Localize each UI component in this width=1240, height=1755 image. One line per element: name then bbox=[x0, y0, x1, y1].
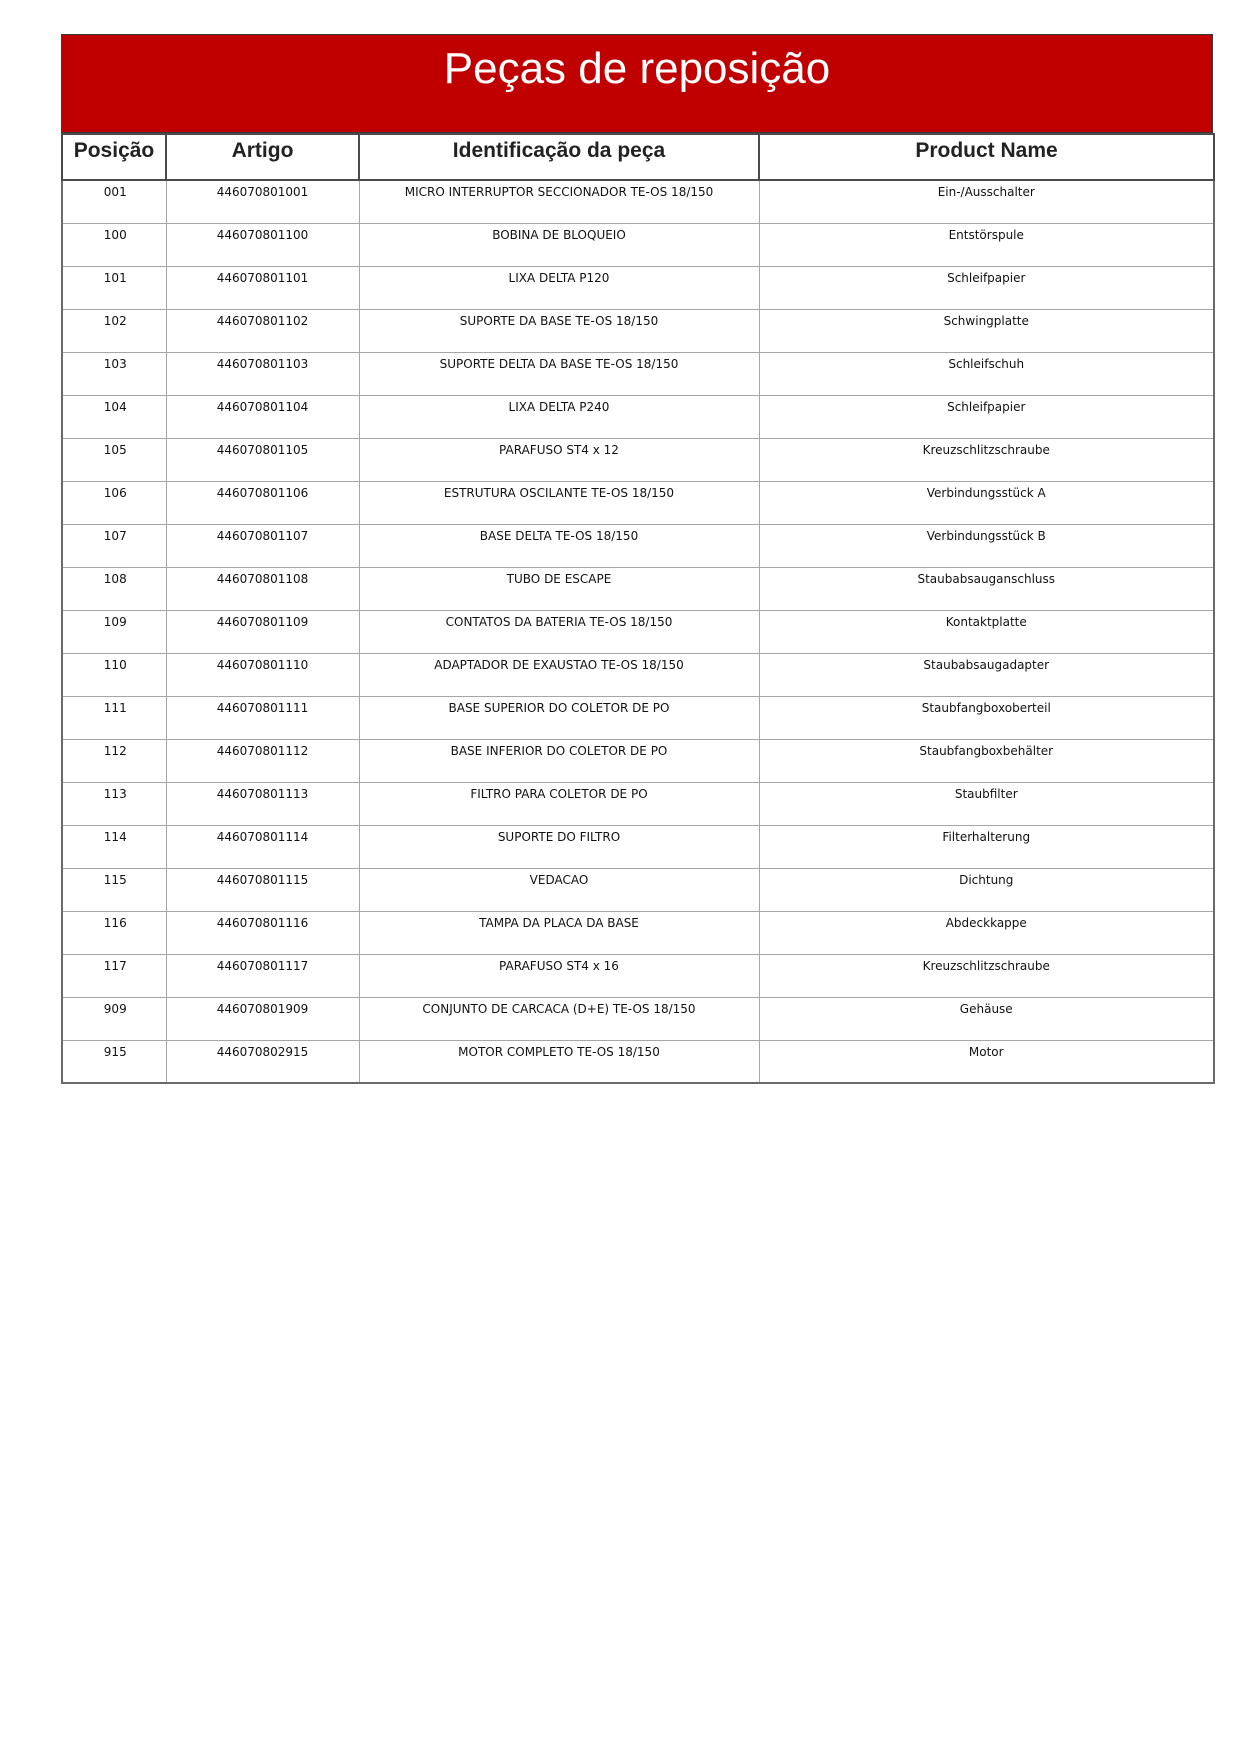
cell-position: 909 bbox=[62, 997, 166, 1040]
cell-product-name: Kreuzschlitzschraube bbox=[759, 438, 1214, 481]
cell-product-name: Ein-/Ausschalter bbox=[759, 180, 1214, 223]
cell-position: 915 bbox=[62, 1040, 166, 1083]
cell-article: 446070801108 bbox=[166, 567, 359, 610]
cell-article: 446070801104 bbox=[166, 395, 359, 438]
cell-product-name: Verbindungsstück B bbox=[759, 524, 1214, 567]
cell-part-identification: TAMPA DA PLACA DA BASE bbox=[359, 911, 759, 954]
cell-position: 001 bbox=[62, 180, 166, 223]
table-row bbox=[62, 567, 1214, 610]
cell-product-name: Schwingplatte bbox=[759, 309, 1214, 352]
column-header-artigo: Artigo bbox=[166, 134, 359, 180]
cell-part-identification: SUPORTE DELTA DA BASE TE-OS 18/150 bbox=[359, 352, 759, 395]
cell-part-identification: ESTRUTURA OSCILANTE TE-OS 18/150 bbox=[359, 481, 759, 524]
cell-product-name: Verbindungsstück A bbox=[759, 481, 1214, 524]
cell-part-identification: MOTOR COMPLETO TE-OS 18/150 bbox=[359, 1040, 759, 1083]
cell-part-identification: LIXA DELTA P240 bbox=[359, 395, 759, 438]
table-row bbox=[62, 696, 1214, 739]
cell-article: 446070801116 bbox=[166, 911, 359, 954]
cell-article: 446070801115 bbox=[166, 868, 359, 911]
table-header-row bbox=[62, 134, 1214, 180]
cell-article: 446070801102 bbox=[166, 309, 359, 352]
cell-position: 103 bbox=[62, 352, 166, 395]
column-header-posicao: Posição bbox=[62, 134, 166, 180]
cell-part-identification: TUBO DE ESCAPE bbox=[359, 567, 759, 610]
cell-product-name: Staubabsauganschluss bbox=[759, 567, 1214, 610]
cell-article: 446070801107 bbox=[166, 524, 359, 567]
cell-article: 446070801117 bbox=[166, 954, 359, 997]
cell-part-identification: SUPORTE DO FILTRO bbox=[359, 825, 759, 868]
table-row bbox=[62, 653, 1214, 696]
cell-article: 446070802915 bbox=[166, 1040, 359, 1083]
cell-product-name: Schleifschuh bbox=[759, 352, 1214, 395]
cell-product-name: Dichtung bbox=[759, 868, 1214, 911]
cell-part-identification: FILTRO PARA COLETOR DE PO bbox=[359, 782, 759, 825]
cell-product-name: Filterhalterung bbox=[759, 825, 1214, 868]
cell-position: 112 bbox=[62, 739, 166, 782]
cell-article: 446070801109 bbox=[166, 610, 359, 653]
table-row bbox=[62, 266, 1214, 309]
cell-product-name: Staubfilter bbox=[759, 782, 1214, 825]
cell-position: 100 bbox=[62, 223, 166, 266]
cell-product-name: Schleifpapier bbox=[759, 395, 1214, 438]
cell-position: 117 bbox=[62, 954, 166, 997]
cell-article: 446070801909 bbox=[166, 997, 359, 1040]
column-header-product-name: Product Name bbox=[759, 134, 1214, 180]
table-row bbox=[62, 782, 1214, 825]
cell-position: 104 bbox=[62, 395, 166, 438]
table-row bbox=[62, 309, 1214, 352]
cell-product-name: Staubabsaugadapter bbox=[759, 653, 1214, 696]
cell-article: 446070801106 bbox=[166, 481, 359, 524]
cell-part-identification: PARAFUSO ST4 x 12 bbox=[359, 438, 759, 481]
cell-part-identification: SUPORTE DA BASE TE-OS 18/150 bbox=[359, 309, 759, 352]
cell-part-identification: CONTATOS DA BATERIA TE-OS 18/150 bbox=[359, 610, 759, 653]
cell-product-name: Motor bbox=[759, 1040, 1214, 1083]
cell-position: 113 bbox=[62, 782, 166, 825]
table-row bbox=[62, 481, 1214, 524]
cell-article: 446070801001 bbox=[166, 180, 359, 223]
cell-article: 446070801103 bbox=[166, 352, 359, 395]
parts-sheet bbox=[61, 34, 1213, 1084]
table-row bbox=[62, 438, 1214, 481]
cell-article: 446070801113 bbox=[166, 782, 359, 825]
cell-article: 446070801110 bbox=[166, 653, 359, 696]
table-row bbox=[62, 868, 1214, 911]
cell-position: 115 bbox=[62, 868, 166, 911]
cell-position: 110 bbox=[62, 653, 166, 696]
cell-position: 108 bbox=[62, 567, 166, 610]
table-row bbox=[62, 954, 1214, 997]
cell-product-name: Staubfangboxoberteil bbox=[759, 696, 1214, 739]
cell-part-identification: BASE SUPERIOR DO COLETOR DE PO bbox=[359, 696, 759, 739]
page-title: Peças de reposição bbox=[61, 34, 1213, 133]
cell-product-name: Gehäuse bbox=[759, 997, 1214, 1040]
cell-position: 116 bbox=[62, 911, 166, 954]
parts-table bbox=[61, 133, 1215, 1084]
table-row bbox=[62, 395, 1214, 438]
table-row bbox=[62, 223, 1214, 266]
cell-position: 111 bbox=[62, 696, 166, 739]
table-row bbox=[62, 825, 1214, 868]
cell-article: 446070801111 bbox=[166, 696, 359, 739]
cell-position: 102 bbox=[62, 309, 166, 352]
cell-position: 107 bbox=[62, 524, 166, 567]
table-row bbox=[62, 911, 1214, 954]
cell-product-name: Kontaktplatte bbox=[759, 610, 1214, 653]
table-row bbox=[62, 1040, 1214, 1083]
table-row bbox=[62, 352, 1214, 395]
cell-position: 106 bbox=[62, 481, 166, 524]
cell-product-name: Entstörspule bbox=[759, 223, 1214, 266]
cell-product-name: Schleifpapier bbox=[759, 266, 1214, 309]
column-header-identificacao: Identificação da peça bbox=[359, 134, 759, 180]
cell-product-name: Kreuzschlitzschraube bbox=[759, 954, 1214, 997]
cell-product-name: Abdeckkappe bbox=[759, 911, 1214, 954]
cell-part-identification: MICRO INTERRUPTOR SECCIONADOR TE-OS 18/150 bbox=[359, 180, 759, 223]
cell-part-identification: CONJUNTO DE CARCACA (D+E) TE-OS 18/150 bbox=[359, 997, 759, 1040]
cell-article: 446070801114 bbox=[166, 825, 359, 868]
cell-article: 446070801100 bbox=[166, 223, 359, 266]
cell-article: 446070801105 bbox=[166, 438, 359, 481]
cell-part-identification: VEDACAO bbox=[359, 868, 759, 911]
cell-article: 446070801112 bbox=[166, 739, 359, 782]
cell-position: 109 bbox=[62, 610, 166, 653]
table-row bbox=[62, 739, 1214, 782]
table-row bbox=[62, 180, 1214, 223]
cell-part-identification: ADAPTADOR DE EXAUSTAO TE-OS 18/150 bbox=[359, 653, 759, 696]
cell-part-identification: LIXA DELTA P120 bbox=[359, 266, 759, 309]
cell-product-name: Staubfangboxbehälter bbox=[759, 739, 1214, 782]
cell-part-identification: BASE DELTA TE-OS 18/150 bbox=[359, 524, 759, 567]
table-row bbox=[62, 997, 1214, 1040]
cell-part-identification: BOBINA DE BLOQUEIO bbox=[359, 223, 759, 266]
cell-part-identification: BASE INFERIOR DO COLETOR DE PO bbox=[359, 739, 759, 782]
cell-position: 105 bbox=[62, 438, 166, 481]
table-row bbox=[62, 524, 1214, 567]
cell-part-identification: PARAFUSO ST4 x 16 bbox=[359, 954, 759, 997]
table-body bbox=[62, 180, 1214, 1083]
cell-position: 114 bbox=[62, 825, 166, 868]
cell-article: 446070801101 bbox=[166, 266, 359, 309]
table-row bbox=[62, 610, 1214, 653]
cell-position: 101 bbox=[62, 266, 166, 309]
